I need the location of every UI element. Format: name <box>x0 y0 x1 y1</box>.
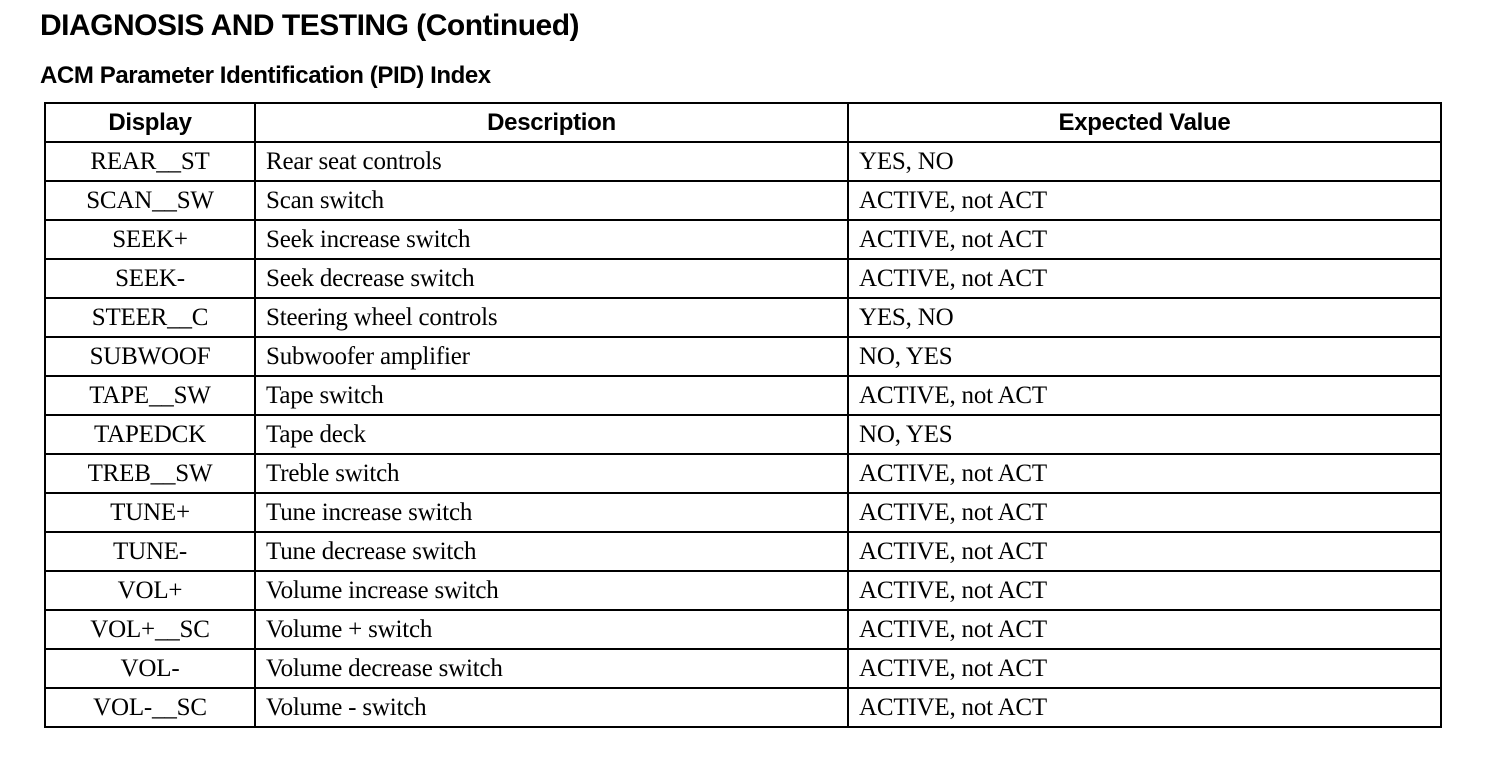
column-header-expected-value: Expected Value <box>848 103 1441 142</box>
display-cell: SCAN__SW <box>45 181 255 220</box>
table-header <box>45 103 1441 142</box>
display-cell: TREB__SW <box>45 454 255 493</box>
expected-value-cell: NO, YES <box>848 337 1441 376</box>
description-cell: Scan switch <box>255 181 848 220</box>
table-row <box>45 454 1441 493</box>
display-cell: TAPE__SW <box>45 376 255 415</box>
display-cell: TUNE- <box>45 532 255 571</box>
display-cell: SUBWOOF <box>45 337 255 376</box>
expected-value-cell: ACTIVE, not ACT <box>848 220 1441 259</box>
page-title: DIAGNOSIS AND TESTING (Continued) <box>40 9 580 42</box>
display-cell: VOL-__SC <box>45 688 255 727</box>
description-cell: Volume + switch <box>255 610 848 649</box>
table-row <box>45 337 1441 376</box>
description-cell: Steering wheel controls <box>255 298 848 337</box>
table-row <box>45 376 1441 415</box>
expected-value-cell: NO, YES <box>848 415 1441 454</box>
display-cell: STEER__C <box>45 298 255 337</box>
expected-value-cell: ACTIVE, not ACT <box>848 454 1441 493</box>
table-row <box>45 181 1441 220</box>
display-cell: VOL+ <box>45 571 255 610</box>
description-cell: Rear seat controls <box>255 142 848 181</box>
expected-value-cell: ACTIVE, not ACT <box>848 532 1441 571</box>
table-body <box>45 142 1441 727</box>
expected-value-cell: YES, NO <box>848 142 1441 181</box>
table-row <box>45 415 1441 454</box>
display-cell: SEEK+ <box>45 220 255 259</box>
description-cell: Volume decrease switch <box>255 649 848 688</box>
display-cell: REAR__ST <box>45 142 255 181</box>
expected-value-cell: ACTIVE, not ACT <box>848 571 1441 610</box>
description-cell: Subwoofer amplifier <box>255 337 848 376</box>
column-header-description: Description <box>255 103 848 142</box>
display-cell: SEEK- <box>45 259 255 298</box>
table-row <box>45 610 1441 649</box>
expected-value-cell: ACTIVE, not ACT <box>848 688 1441 727</box>
display-cell: TUNE+ <box>45 493 255 532</box>
expected-value-cell: ACTIVE, not ACT <box>848 259 1441 298</box>
description-cell: Tune decrease switch <box>255 532 848 571</box>
pid-index-table <box>44 102 1442 728</box>
table-row <box>45 649 1441 688</box>
display-cell: VOL- <box>45 649 255 688</box>
expected-value-cell: ACTIVE, not ACT <box>848 649 1441 688</box>
expected-value-cell: ACTIVE, not ACT <box>848 181 1441 220</box>
table-row <box>45 142 1441 181</box>
description-cell: Treble switch <box>255 454 848 493</box>
table-row <box>45 571 1441 610</box>
column-header-display: Display <box>45 103 255 142</box>
display-cell: VOL+__SC <box>45 610 255 649</box>
table-row <box>45 220 1441 259</box>
description-cell: Tune increase switch <box>255 493 848 532</box>
expected-value-cell: ACTIVE, not ACT <box>848 376 1441 415</box>
table-row <box>45 532 1441 571</box>
table-row <box>45 259 1441 298</box>
description-cell: Volume - switch <box>255 688 848 727</box>
description-cell: Seek increase switch <box>255 220 848 259</box>
description-cell: Tape deck <box>255 415 848 454</box>
table-row <box>45 298 1441 337</box>
display-cell: TAPEDCK <box>45 415 255 454</box>
table-row <box>45 493 1441 532</box>
expected-value-cell: ACTIVE, not ACT <box>848 493 1441 532</box>
description-cell: Tape switch <box>255 376 848 415</box>
section-title: ACM Parameter Identification (PID) Index <box>40 62 491 89</box>
table-row <box>45 688 1441 727</box>
description-cell: Volume increase switch <box>255 571 848 610</box>
expected-value-cell: YES, NO <box>848 298 1441 337</box>
expected-value-cell: ACTIVE, not ACT <box>848 610 1441 649</box>
header-row <box>45 103 1441 142</box>
description-cell: Seek decrease switch <box>255 259 848 298</box>
